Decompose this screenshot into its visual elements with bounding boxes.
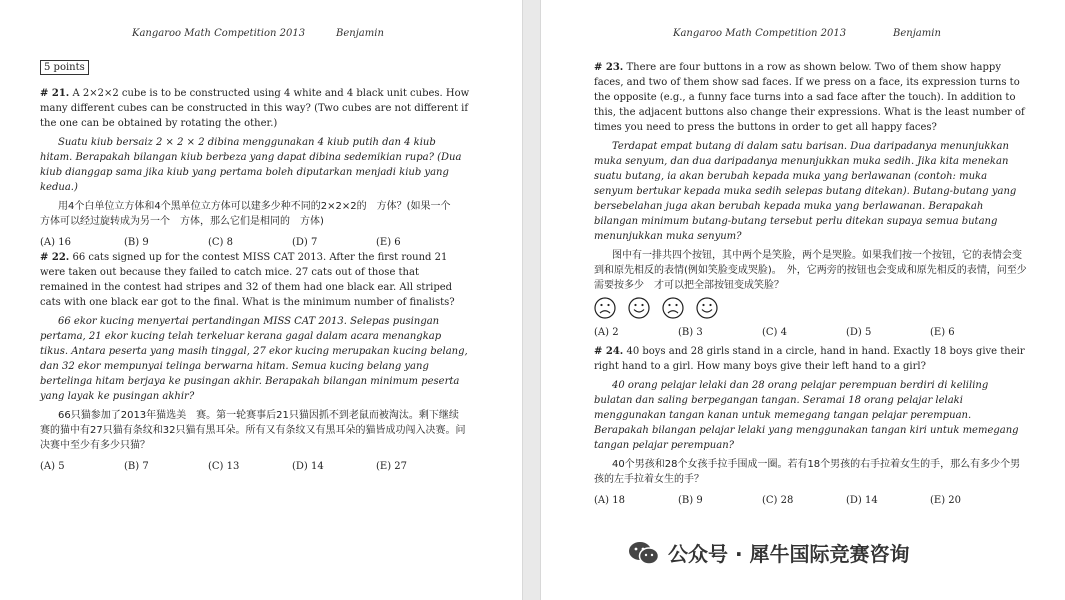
choice-e: (E) 27 <box>376 461 408 472</box>
question-text-malay: 66 ekor kucing menyertai pertandingan MISS CAT 2013. Selepas pusingan pertama, 21 ekor kucing telah terkeluar kerana gagal dalam acara menangkap tikus. Antara peserta yang masih tinggal, 27 ekor kucing merupakan kucing belang, dan 32 ekor mempunyai telinga berwarna hitam. Semua kucing belang yang bertelinga hitam berjaya ke pusingan akhir. Berapakah bilangan minimum peserta yang layak ke pusingan akhir? <box>40 316 468 402</box>
choice-b: (B) 9 <box>678 495 703 506</box>
answer-choices <box>594 325 1028 340</box>
choice-e: (E) 6 <box>930 327 955 338</box>
choice-d: (D) 14 <box>846 495 878 506</box>
choice-a: (A) 5 <box>40 461 65 472</box>
question-text-malay: Terdapat empat butang di dalam satu barisan. Dua daripadanya menunjukkan muka senyum, dan dua daripadanya menunjukkan muka sedih. Jika kita menekan suatu butang, ia akan berubah kepada muka yang berlawanan (contoh: muka senyum bertukar kepada muka sedih selepas butang ditekan). Butang-butang yang bersebelahan juga akan berubah kepada muka yang berlawanan. Berapakah bilangan minimum butang-butang tersebut perlu ditekan supaya semua butang menunjukkan muka senyum? <box>594 141 1017 242</box>
choice-e: (E) 6 <box>376 237 401 248</box>
right-page <box>540 0 1065 600</box>
choice-d: (D) 5 <box>846 327 872 338</box>
choice-b: (B) 7 <box>124 461 149 472</box>
header-level: Benjamin <box>336 28 384 39</box>
points-badge: 5 points <box>40 60 89 75</box>
question-22 <box>40 250 470 474</box>
happy-face-icon <box>628 297 650 319</box>
question-text-chinese: 66只猫参加了2013年猫选美 赛。第一轮赛事后21只猫因抓不到老鼠而被淘汰。剩下继续 赛的猫中有27只猫有条纹和32只猫有黑耳朵。所有又有条纹又有黑耳朵的猫皆成功闯入决赛。问决赛中至少有多少只猫？ <box>40 410 469 451</box>
question-21 <box>40 86 470 250</box>
question-number: # 24. <box>594 346 624 357</box>
header-title: Kangaroo Math Competition 2013 <box>132 28 306 39</box>
header-title: Kangaroo Math Competition 2013 <box>673 28 847 39</box>
sad-face-icon <box>662 297 684 319</box>
answer-choices <box>40 235 470 250</box>
question-text-english: 40 boys and 28 girls stand in a circle, hand in hand. Exactly 18 boys give their right hand to a girl. How many boys give their left hand to a girl? <box>594 346 1025 372</box>
question-23 <box>594 60 1028 340</box>
choice-c: (C) 4 <box>762 327 787 338</box>
choice-d: (D) 14 <box>292 461 324 472</box>
choice-a: (A) 2 <box>594 327 619 338</box>
answer-choices <box>594 493 1028 508</box>
choice-c: (C) 8 <box>208 237 233 248</box>
watermark <box>628 538 910 567</box>
question-text-english: 66 cats signed up for the contest MISS CAT 2013. After the first round 21 were taken out because they failed to catch mice. 27 cats out of those that remained in the contest had stripes and 32 of them had one black ear. All striped cats with one black ear got to the final. What is the minimum number of finalists? <box>40 252 455 308</box>
question-text-malay: 40 orang pelajar lelaki dan 28 orang pelajar perempuan berdiri di keliling bulatan dan saling berpegangan tangan. Seramai 18 orang pelajar lelaki menggunakan tangan kanan untuk memegang tangan pelajar perempuan. Berapakah bilangan pelajar lelaki yang menggunakan tangan kiri untuk memegang tangan pelajar perempuan? <box>594 380 1019 451</box>
choice-a: (A) 18 <box>594 495 625 506</box>
question-24 <box>594 344 1028 508</box>
question-number: # 21. <box>40 88 70 99</box>
wechat-icon <box>628 540 660 566</box>
happy-face-icon <box>696 297 718 319</box>
question-text-chinese: 图中有一排共四个按钮，其中两个是笑脸，两个是哭脸。如果我们按一个按钮，它的表情会变到和原先相反的表情(例如笑脸变成哭脸)。 外，它两旁的按钮也会变成和原先相反的表情，问至少需要按多少 才可以把全部按钮变成笑脸？ <box>594 250 1027 291</box>
choice-a: (A) 16 <box>40 237 71 248</box>
question-number: # 22. <box>40 252 70 263</box>
choice-c: (C) 13 <box>208 461 240 472</box>
choice-d: (D) 7 <box>292 237 318 248</box>
face-buttons-row <box>594 297 1028 319</box>
answer-choices <box>40 459 470 474</box>
left-page <box>0 0 523 600</box>
question-text-english: A 2×2×2 cube is to be constructed using 4 white and 4 black unit cubes. How many different cubes can be constructed in this way? (Two cubes are not different if the one can be obtained by rotating the other.) <box>40 88 470 129</box>
question-text-english: There are four buttons in a row as shown below. Two of them show happy faces, and two of them show sad faces. If we press on a face, its expression turns to the opposite (e.g., a funny face turns into a sad face after the touch). In addition to this, the adjacent buttons also change their expressions. What is the least number of times you need to press the buttons in order to get all happy faces? <box>594 62 1025 133</box>
watermark-text: 公众号 · 犀牛国际竞赛咨询 <box>668 542 910 566</box>
question-text-chinese: 用4个白单位立方体和4个黑单位立方体可以建多少种不同的2×2×2的 方体？(如果一个 方体可以经过旋转成为另一个 方体，那么它们是相同的 方体) <box>40 201 461 227</box>
question-number: # 23. <box>594 62 624 73</box>
choice-b: (B) 3 <box>678 327 703 338</box>
header-level: Benjamin <box>893 28 941 39</box>
question-text-chinese: 40个男孩和28个女孩手拉手围成一圈。若有18个男孩的右手拉着女生的手，那么有多少个男孩的左手拉着女生的手？ <box>594 459 1021 485</box>
sad-face-icon <box>594 297 616 319</box>
question-text-malay: Suatu kiub bersaiz 2 × 2 × 2 dibina menggunakan 4 kiub putih dan 4 kiub hitam. Berapakah bilangan kiub berbeza yang dapat dibina sedemikian rupa? (Dua kiub dianggap sama jika kiub yang pertama boleh diputarkan menjadi kiub yang kedua.) <box>40 137 462 193</box>
choice-b: (B) 9 <box>124 237 149 248</box>
choice-c: (C) 28 <box>762 495 794 506</box>
choice-e: (E) 20 <box>930 495 962 506</box>
